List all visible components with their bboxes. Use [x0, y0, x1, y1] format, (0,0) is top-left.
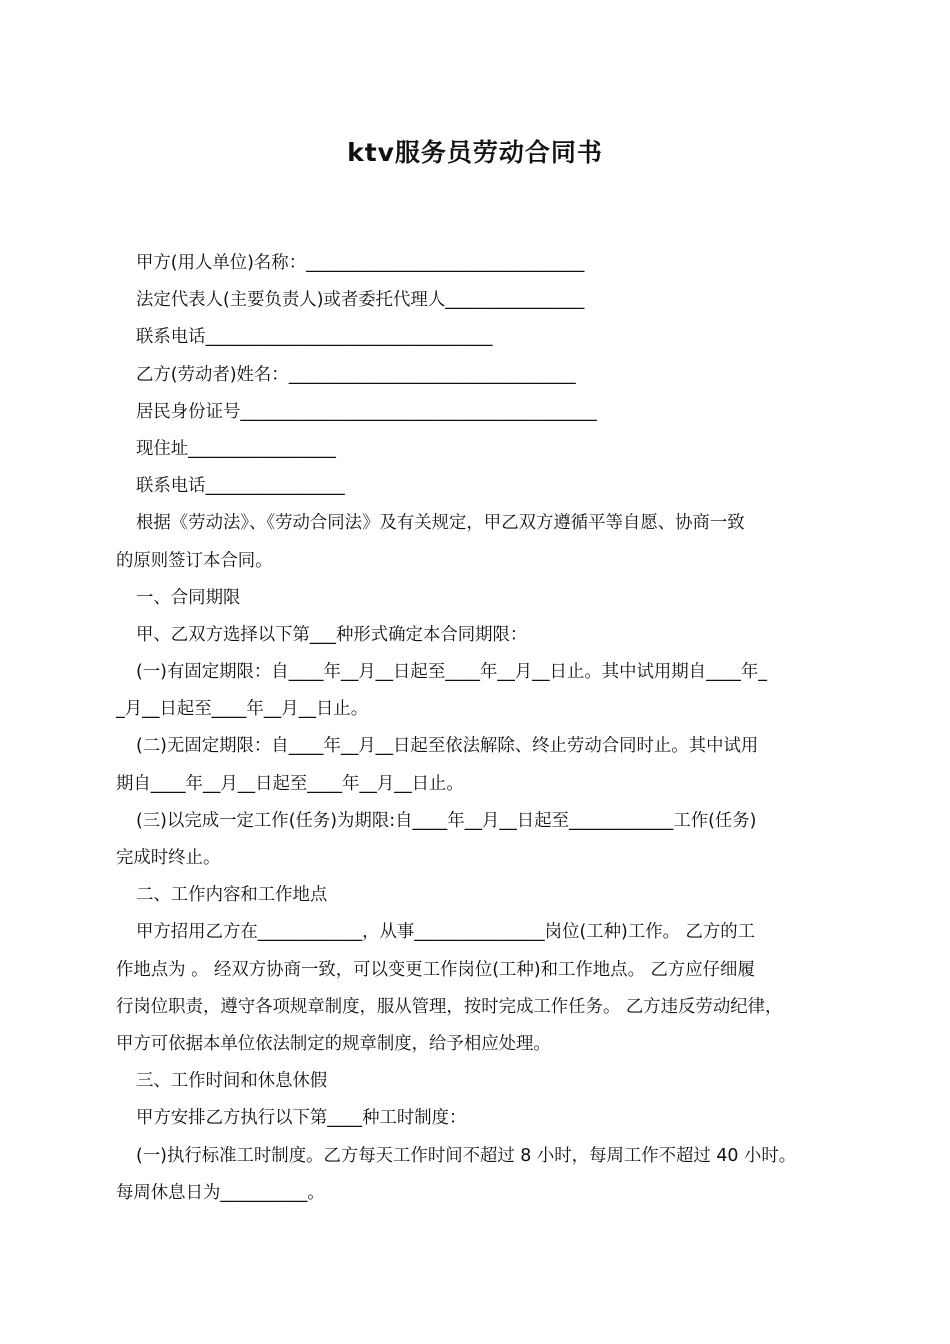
term-choice-line: 甲、乙双方选择以下第___种形式确定本合同期限： — [136, 624, 528, 645]
work-content-line-1: 甲方招用乙方在____________，从事_______________岗位(工种)工作。 乙方的工 — [136, 922, 756, 943]
id-number-line: 居民身份证号_________________________________________ — [136, 401, 597, 422]
task-term-line-2: 完成时终止。 — [116, 848, 221, 868]
hours-choice-line: 甲方安排乙方执行以下第____种工时制度： — [136, 1108, 467, 1129]
section-heading-contract-term: 一、合同期限 — [136, 587, 241, 608]
open-term-line-2: 期自____年__月__日起至____年__月__日止。 — [116, 773, 464, 794]
party-b-phone-line: 联系电话________________ — [136, 476, 345, 497]
preamble-line-2: 的原则签订本合同。 — [116, 550, 273, 571]
work-content-line-3: 行岗位职责，遵守各项规章制度，服从管理，按时完成工作任务。 乙方违反劳动纪律， — [116, 996, 783, 1017]
party-b-name-line: 乙方(劳动者)姓名：_________________________________ — [136, 364, 576, 385]
current-address-line: 现住址_________________ — [136, 438, 336, 459]
legal-representative-line: 法定代表人(主要负责人)或者委托代理人________________ — [136, 290, 585, 311]
document-title: ktv服务员劳动合同书 — [347, 138, 603, 167]
standard-hours-line-1: (一)执行标准工时制度。乙方每天工作时间不超过 8 小时，每周工作不超过 40 小时。 — [136, 1145, 797, 1166]
preamble-line-1: 根据《劳动法》、《劳动合同法》及有关规定，甲乙双方遵循平等自愿、协商一致 — [136, 513, 745, 534]
section-heading-working-hours: 三、工作时间和休息休假 — [136, 1071, 328, 1092]
standard-hours-line-2: 每周休息日为__________。 — [116, 1182, 325, 1203]
work-content-line-4: 甲方可依据本单位依法制定的规章制度，给予相应处理。 — [116, 1033, 551, 1054]
task-term-line-1: (三)以完成一定工作(任务)为期限:自____年__月__日起至____________工作(任务) — [136, 810, 757, 831]
section-heading-work-content: 二、工作内容和工作地点 — [136, 885, 328, 906]
open-term-line-1: (二)无固定期限：自____年__月__日起至依法解除、终止劳动合同时止。其中试用 — [136, 736, 759, 757]
document-body — [116, 245, 856, 1212]
fixed-term-line-2: _月__日起至____年__月__日止。 — [116, 699, 369, 720]
party-a-name-line: 甲方(用人单位)名称：________________________________ — [136, 253, 585, 273]
fixed-term-line-1: (一)有固定期限：自____年__月__日起至____年__月__日止。其中试用期自____年_ — [136, 662, 767, 683]
party-a-phone-line: 联系电话_________________________________ — [136, 327, 493, 348]
work-content-line-2: 作地点为 。 经双方协商一致，可以变更工作岗位(工种)和工作地点。 乙方应仔细履 — [116, 959, 755, 980]
